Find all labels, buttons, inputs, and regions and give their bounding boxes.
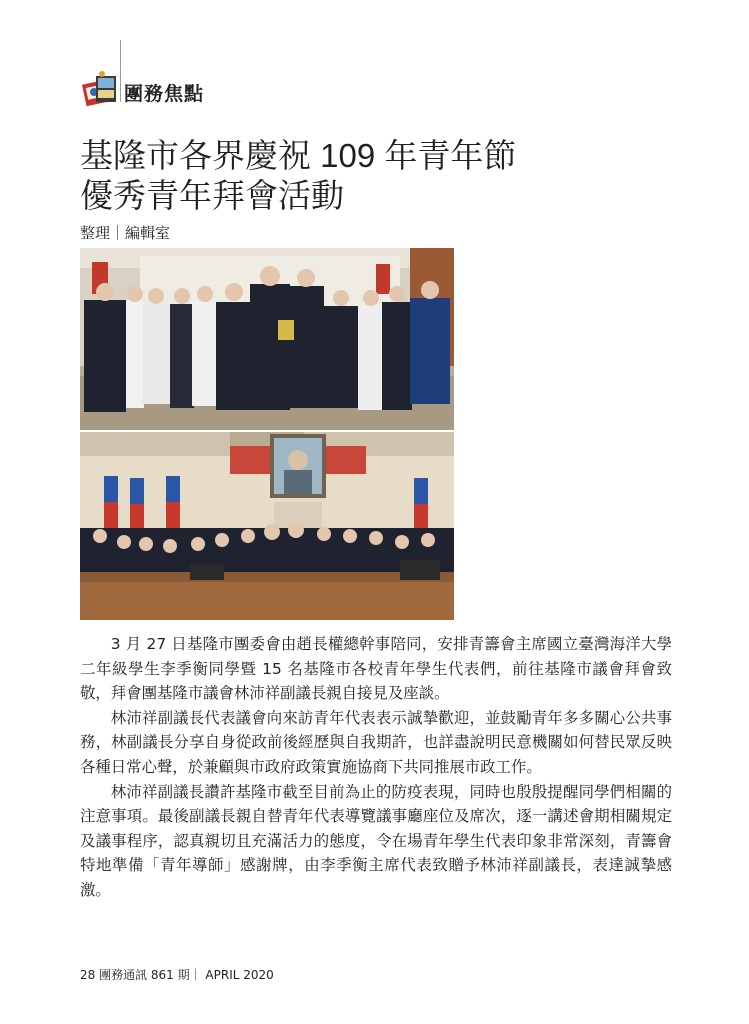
article-paragraph-3: 林沛祥副議長讚許基隆市截至目前為止的防疫表現，同時也殷殷提醒同學們相關的注意事項。最後副議長親自替青年代表導覽議事廳座位及席次，逐一講述會期相關規定及議事程序，認真親切且充滿活力的態度，令在場青年學生代表印象非常深刻，青籌會特地準備「青年導師」感謝牌，由李季衡主席代表致贈予林沛祥副議長，表達誠摯感激。 [80,782,672,899]
byline: 整理｜編輯室 [80,224,171,242]
section-label: 團務焦點 [124,83,205,105]
article-paragraph-2: 林沛祥副議長代表議會向來訪青年代表表示誠摯歡迎，並鼓勵青年多多關心公共事務，林副議長分享自身從政前後經歷與自我期許，也詳盡說明民意機關如何替民眾反映各種日常心聲，於兼顧與市政府政策實施協商下共同推展市政工作。 [80,708,672,776]
group-photo-standing [80,248,454,430]
section-logo-icon [80,70,120,110]
article-paragraph-1: 3 月 27 日基隆市團委會由趙長權總幹事陪同，安排青籌會主席國立臺灣海洋大學二年級學生李季衡同學暨 15 名基隆市各校青年學生代表們，前往基隆市議會拜會致敬，拜會團基隆市議會林沛祥副議長親自接見及座談。 [80,635,672,703]
page-footer: 28 團務通訊 861 期｜ APRIL 2020 [80,968,274,982]
title-line-1: 基隆市各界慶祝 109 年青年節 [80,137,517,174]
header-divider-line [120,40,121,102]
title-line-2: 優秀青年拜會活動 [80,177,344,214]
council-chamber-photo [80,432,454,620]
article-title [80,136,700,216]
article-body [80,632,672,903]
